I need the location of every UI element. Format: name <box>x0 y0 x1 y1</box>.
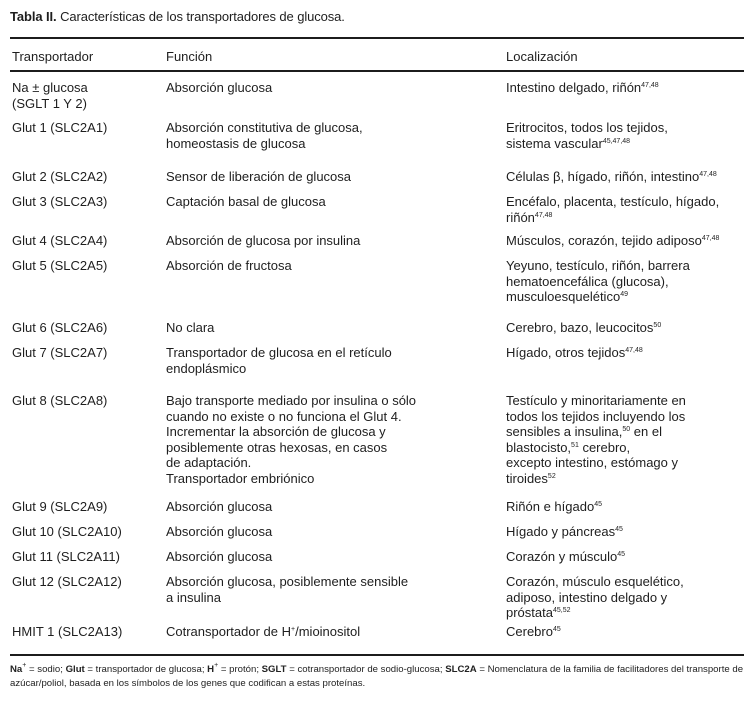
footnote-definition: = Nomenclatura de la familia de facilitadores del transporte de azúcar/poliol, basada en los símbolos de los genes que codifican a estas proteínas. <box>10 664 744 689</box>
transportador-text: Glut 8 (SLC2A8) <box>12 393 108 408</box>
localizacion-text: hematoencefálica (glucosa), <box>506 273 669 289</box>
localizacion-text: en el <box>630 424 662 439</box>
cell-transportador <box>12 320 162 336</box>
table-caption: Características de los transportadores de glucosa. <box>60 9 345 24</box>
localizacion-line <box>506 499 746 515</box>
cell-localizacion <box>506 233 746 249</box>
cell-transportador <box>12 345 162 361</box>
localizacion-text: Eritrocitos, todos los tejidos, <box>506 120 668 135</box>
cell-localizacion <box>506 258 746 305</box>
funcion-line <box>166 233 466 249</box>
cell-transportador <box>12 233 162 249</box>
funcion-text: Transportador de glucosa en el retículo <box>166 345 392 360</box>
footnote-definition: = cotransportador de sodio-glucosa; <box>286 664 446 675</box>
cell-transportador <box>12 169 162 185</box>
localizacion-line <box>506 605 746 621</box>
reference-superscript: 45,47,48 <box>602 137 631 145</box>
footnote-term: SLC2A <box>445 664 477 675</box>
footnote-superscript: + <box>22 662 27 669</box>
funcion-line <box>166 409 466 425</box>
localizacion-line <box>506 80 746 96</box>
cell-localizacion <box>506 574 746 621</box>
funcion-text: Captación basal de glucosa <box>166 194 326 209</box>
funcion-line <box>166 136 466 152</box>
cell-funcion <box>166 624 466 640</box>
cell-transportador <box>12 258 162 274</box>
transportador-line <box>12 169 162 185</box>
funcion-line <box>166 549 466 565</box>
cell-funcion <box>166 258 466 274</box>
funcion-line <box>166 393 466 409</box>
funcion-text: a insulina <box>166 589 221 605</box>
funcion-text: cuando no existe o no funciona el Glut 4. <box>166 408 402 424</box>
funcion-line <box>166 624 466 640</box>
cell-transportador <box>12 549 162 565</box>
cell-funcion <box>166 524 466 540</box>
localizacion-text: sensibles a insulina, <box>506 424 623 439</box>
funcion-line <box>166 499 466 515</box>
transportador-text: Glut 3 (SLC2A3) <box>12 194 108 209</box>
cell-transportador <box>12 574 162 590</box>
transportador-line <box>12 549 162 565</box>
cell-localizacion <box>506 524 746 540</box>
reference-superscript: 45 <box>615 526 623 533</box>
localizacion-line <box>506 233 746 249</box>
cell-funcion <box>166 169 466 185</box>
reference-superscript: 51 <box>571 441 579 449</box>
footnote-term: Na <box>10 664 23 675</box>
cell-localizacion <box>506 499 746 515</box>
reference-superscript: 47,48 <box>701 235 720 242</box>
footnote <box>10 663 750 691</box>
localizacion-text: adiposo, intestino delgado y <box>506 589 668 605</box>
ion-superscript: + <box>291 626 296 633</box>
localizacion-line <box>506 210 746 226</box>
localizacion-line <box>506 320 746 336</box>
funcion-text: homeostasis de glucosa <box>166 135 306 151</box>
cell-transportador <box>12 80 162 111</box>
transportador-line <box>12 258 162 274</box>
localizacion-line <box>506 345 746 361</box>
funcion-text: Absorción glucosa <box>166 549 273 564</box>
localizacion-text: Cerebro, bazo, leucocitos <box>506 320 654 335</box>
cell-funcion <box>166 194 466 210</box>
transportador-text: Glut 1 (SLC2A1) <box>12 120 108 135</box>
reference-superscript: 50 <box>653 322 662 329</box>
cell-transportador <box>12 524 162 540</box>
transportador-line <box>12 120 162 136</box>
cell-localizacion <box>506 80 746 96</box>
reference-superscript: 47,48 <box>699 171 717 178</box>
funcion-text: Absorción glucosa, posiblemente sensible <box>166 574 409 589</box>
localizacion-text: Riñón e hígado <box>506 499 595 514</box>
transportador-text: Glut 6 (SLC2A6) <box>12 320 108 335</box>
footnote-definition: = protón; <box>218 664 262 675</box>
transportador-text: Glut 2 (SLC2A2) <box>12 169 108 184</box>
cell-localizacion <box>506 320 746 336</box>
localizacion-line <box>506 424 746 440</box>
cell-funcion <box>166 574 466 605</box>
cell-funcion <box>166 233 466 249</box>
funcion-line <box>166 80 466 96</box>
transportador-text: Glut 10 (SLC2A10) <box>12 524 122 539</box>
footnote-superscript: + <box>214 662 219 669</box>
transportador-line <box>12 80 162 96</box>
localizacion-text: Hígado y páncreas <box>506 524 616 539</box>
localizacion-text: riñón <box>506 209 535 225</box>
localizacion-line <box>506 169 746 185</box>
cell-transportador <box>12 393 162 409</box>
localizacion-line <box>506 258 746 274</box>
footnote-term: H <box>207 664 215 675</box>
transportador-text: HMIT 1 (SLC2A13) <box>12 624 123 639</box>
funcion-text: Absorción de glucosa por insulina <box>166 233 361 248</box>
funcion-text: Absorción constitutiva de glucosa, <box>166 120 363 135</box>
funcion-line <box>166 574 466 590</box>
funcion-line <box>166 169 466 185</box>
funcion-text: Absorción glucosa <box>166 80 273 95</box>
cell-funcion <box>166 499 466 515</box>
localizacion-line <box>506 471 746 487</box>
localizacion-line <box>506 194 746 210</box>
localizacion-line <box>506 274 746 290</box>
transportador-line <box>12 524 162 540</box>
localizacion-text: tiroides <box>506 470 548 486</box>
funcion-text: posiblemente otras hexosas, en casos <box>166 439 388 455</box>
transportador-line <box>12 624 162 640</box>
localizacion-text: todos los tejidos incluyendo los <box>506 408 686 424</box>
cell-funcion <box>166 549 466 565</box>
reference-superscript: 45 <box>594 501 602 508</box>
header-transportador: Transportador <box>12 49 94 64</box>
transportador-text: Glut 7 (SLC2A7) <box>12 345 108 360</box>
cell-transportador <box>12 499 162 515</box>
localizacion-line <box>506 440 746 456</box>
funcion-text: Absorción glucosa <box>166 524 273 539</box>
funcion-line <box>166 120 466 136</box>
localizacion-line <box>506 136 746 152</box>
funcion-text: Absorción de fructosa <box>166 258 292 273</box>
cell-funcion <box>166 120 466 151</box>
cell-localizacion <box>506 194 746 225</box>
localizacion-line <box>506 524 746 540</box>
reference-superscript: 49 <box>620 291 628 298</box>
reference-superscript: 45 <box>617 551 626 558</box>
localizacion-text: cerebro, <box>578 439 631 455</box>
localizacion-line <box>506 120 746 136</box>
funcion-line <box>166 440 466 456</box>
localizacion-text: blastocisto, <box>506 439 572 455</box>
localizacion-line <box>506 409 746 425</box>
localizacion-text: Corazón y músculo <box>506 549 618 564</box>
localizacion-text: Yeyuno, testículo, riñón, barrera <box>506 258 690 273</box>
transportador-line <box>12 96 162 112</box>
cell-funcion <box>166 393 466 486</box>
localizacion-line <box>506 574 746 590</box>
table-title <box>10 9 345 24</box>
funcion-line <box>166 361 466 377</box>
transportador-line <box>12 233 162 249</box>
funcion-line <box>166 471 466 487</box>
cell-transportador <box>12 194 162 210</box>
localizacion-line <box>506 289 746 305</box>
funcion-text: Cotransportador de H <box>166 624 292 639</box>
reference-superscript: 45,52 <box>552 607 571 614</box>
localizacion-line <box>506 549 746 565</box>
cell-funcion <box>166 80 466 96</box>
funcion-text: endoplásmico <box>166 360 247 376</box>
header-localizacion: Localización <box>506 49 578 64</box>
localizacion-text: Músculos, corazón, tejido adiposo <box>506 233 702 248</box>
transportador-text: Glut 4 (SLC2A4) <box>12 233 108 248</box>
transportador-text: Glut 11 (SLC2A11) <box>12 549 120 564</box>
footnote-term: SGLT <box>261 664 287 675</box>
transportador-line <box>12 320 162 336</box>
reference-superscript: 52 <box>547 472 556 480</box>
reference-superscript: 47,48 <box>534 211 553 219</box>
localizacion-text: Cerebro <box>506 624 553 639</box>
transportador-line <box>12 574 162 590</box>
localizacion-line <box>506 590 746 606</box>
funcion-line <box>166 524 466 540</box>
localizacion-text: excepto intestino, estómago y <box>506 455 678 470</box>
cell-funcion <box>166 320 466 336</box>
localizacion-text: sistema vascular <box>506 135 603 151</box>
reference-superscript: 47,48 <box>625 347 643 354</box>
cell-localizacion <box>506 120 746 151</box>
top-rule <box>10 37 744 39</box>
footnote-term: Glut <box>65 664 85 675</box>
localizacion-text: Hígado, otros tejidos <box>506 345 626 360</box>
localizacion-text: Intestino delgado, riñón <box>506 80 642 95</box>
funcion-line <box>166 345 466 361</box>
cell-localizacion <box>506 345 746 361</box>
localizacion-text: Testículo y minoritariamente en <box>506 393 686 408</box>
bottom-rule <box>10 654 744 656</box>
funcion-text: Transportador embriónico <box>166 470 315 486</box>
funcion-text: No clara <box>166 320 215 335</box>
funcion-text: Incrementar la absorción de glucosa y <box>166 424 386 439</box>
transportador-line <box>12 393 162 409</box>
cell-transportador <box>12 120 162 136</box>
cell-funcion <box>166 345 466 376</box>
localizacion-text: Corazón, músculo esquelético, <box>506 574 684 589</box>
funcion-text: de adaptación. <box>166 455 252 470</box>
transportador-line <box>12 194 162 210</box>
funcion-line <box>166 320 466 336</box>
footnote-definition: = transportador de glucosa; <box>84 664 208 675</box>
funcion-text: Sensor de liberación de glucosa <box>166 169 352 184</box>
localizacion-line <box>506 624 746 640</box>
header-rule <box>10 70 744 72</box>
localizacion-text: Células β, hígado, riñón, intestino <box>506 169 700 184</box>
transportador-text: Na ± glucosa <box>12 80 88 95</box>
header-funcion: Función <box>166 49 213 64</box>
cell-localizacion <box>506 393 746 486</box>
footnote-definition: = sodio; <box>26 664 66 675</box>
funcion-text: Bajo transporte mediado por insulina o sólo <box>166 393 417 408</box>
transportador-text: Glut 12 (SLC2A12) <box>12 574 122 589</box>
cell-transportador <box>12 624 162 640</box>
transportador-text: Glut 5 (SLC2A5) <box>12 258 108 273</box>
funcion-line <box>166 258 466 274</box>
cell-localizacion <box>506 549 746 565</box>
localizacion-text: próstata <box>506 605 553 620</box>
cell-localizacion <box>506 169 746 185</box>
transportador-line <box>12 345 162 361</box>
localizacion-text: Encéfalo, placenta, testículo, hígado, <box>506 194 720 209</box>
funcion-text: Absorción glucosa <box>166 499 273 514</box>
funcion-line <box>166 194 466 210</box>
reference-superscript: 47,48 <box>641 82 659 89</box>
transportador-text: Glut 9 (SLC2A9) <box>12 499 108 514</box>
localizacion-text: musculoesquelético <box>506 289 621 304</box>
funcion-line <box>166 590 466 606</box>
reference-superscript: 50 <box>622 426 631 433</box>
transportador-line <box>12 499 162 515</box>
table-label: Tabla II. <box>10 9 57 24</box>
funcion-line <box>166 455 466 471</box>
cell-localizacion <box>506 624 746 640</box>
localizacion-line <box>506 393 746 409</box>
transportador-text: (SGLT 1 Y 2) <box>12 95 87 111</box>
funcion-text: /mioinositol <box>295 624 361 639</box>
localizacion-line <box>506 455 746 471</box>
reference-superscript: 45 <box>552 626 561 633</box>
funcion-line <box>166 424 466 440</box>
